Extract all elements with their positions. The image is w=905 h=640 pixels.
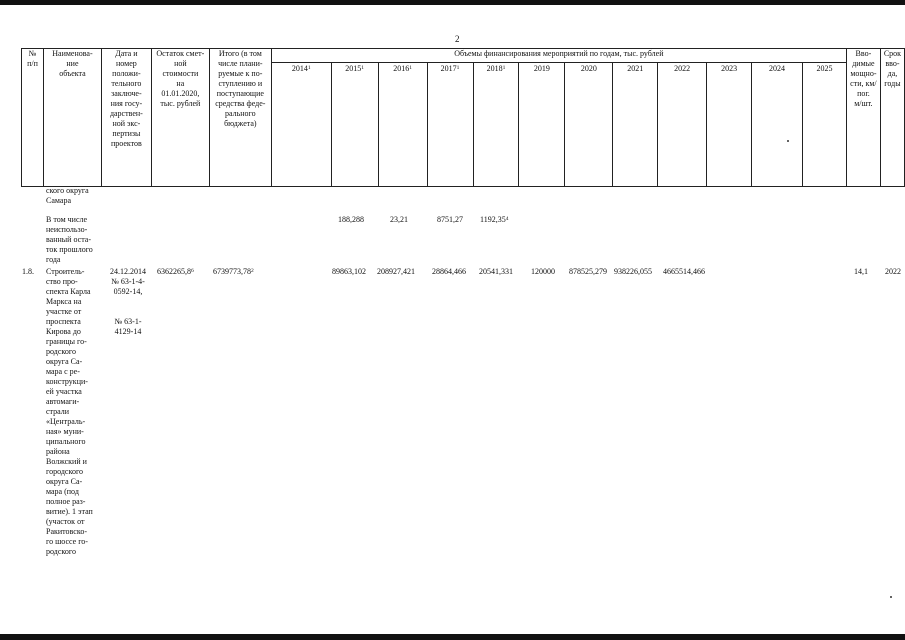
header-year-2022: 2022 xyxy=(658,63,707,187)
unused-2016-value: 23,21 xyxy=(390,215,408,224)
text-line: Кирова до xyxy=(46,327,81,336)
text-line: Самара xyxy=(46,196,71,205)
header-year-2017: 2017$^1$ xyxy=(427,63,473,187)
text-line: района xyxy=(46,447,70,456)
text-line: на xyxy=(176,79,185,88)
text-line: городского xyxy=(46,467,84,476)
item-expertise-date xyxy=(106,267,150,297)
text-line: сти, км/ xyxy=(850,79,877,88)
item-object-name xyxy=(46,267,93,557)
header-year-2014: 2014$^1$ xyxy=(271,63,331,187)
text-line: средства феде- xyxy=(215,99,266,108)
item-total: 6739773,78$^2$ xyxy=(213,267,254,276)
text-line: 01.01.2020, xyxy=(161,89,200,98)
header-funding-title: Объемы финансирования мероприятий по годам, тыс. рублей xyxy=(271,49,846,63)
text-line: Волжский и xyxy=(46,457,87,466)
header-year-2021: 2021 xyxy=(613,63,658,187)
item-2019-value: 120000 xyxy=(531,267,555,276)
text-line: № xyxy=(28,49,37,58)
header-term xyxy=(880,49,904,187)
header-total xyxy=(209,49,271,187)
text-line: Вво- xyxy=(855,49,872,58)
text-line: 4129-14 xyxy=(114,327,142,336)
item-2018-value: 20541,331 xyxy=(479,267,513,276)
text-line: номер xyxy=(116,59,137,68)
text-line: Остаток смет- xyxy=(156,49,205,58)
text-line: Итого (в том xyxy=(218,49,262,58)
text-line: мара с ре- xyxy=(46,367,80,376)
item-2021-value: 938226,055 xyxy=(614,267,652,276)
text-line: пог. xyxy=(857,89,870,98)
text-line: проектов xyxy=(110,139,142,148)
text-line: рального xyxy=(225,109,256,118)
text-line: № 63-1-4- xyxy=(111,277,145,286)
text-line: Ракитовско- xyxy=(46,527,87,536)
header-capacity xyxy=(846,49,880,187)
text-line: ной xyxy=(174,59,187,68)
text-line: тельного xyxy=(111,79,142,88)
text-line: ципального xyxy=(46,437,86,446)
text-line: вво- xyxy=(885,59,900,68)
item-2016-value: 208927,421 xyxy=(377,267,415,276)
unused-2017-value: 8751,27 xyxy=(437,215,463,224)
header-year-2016: 2016$^1$ xyxy=(378,63,427,187)
text-line: автомаги- xyxy=(46,397,80,406)
text-line: ей участка xyxy=(46,387,82,396)
header-year-2018: 2018$^1$ xyxy=(473,63,519,187)
text-line: округа Са- xyxy=(46,477,83,486)
header-year-2020: 2020 xyxy=(565,63,613,187)
text-line: годы xyxy=(884,79,901,88)
unused-remainder-label xyxy=(46,215,93,265)
text-line: ние xyxy=(66,59,79,68)
text-line: спекта Карла xyxy=(46,287,91,296)
header-expertise-date xyxy=(101,49,151,187)
text-line: го шоссе го- xyxy=(46,537,88,546)
text-line: участке от xyxy=(46,307,82,316)
item-2020-value: 878525,279 xyxy=(569,267,607,276)
text-line: родского xyxy=(46,547,76,556)
item-expertise-number xyxy=(106,317,150,337)
text-line: «Централь- xyxy=(46,417,86,426)
text-line: полное раз- xyxy=(46,497,86,506)
text-line: ния госу- xyxy=(110,99,143,108)
header-year-2019: 2019 xyxy=(519,63,565,187)
text-line: ванный оста- xyxy=(46,235,91,244)
text-line: ступлению и xyxy=(218,79,263,88)
unused-2018-value: 1192,35$^4$ xyxy=(480,215,509,224)
text-line: Дата и xyxy=(115,49,138,58)
text-line: бюджета) xyxy=(224,119,257,128)
header-year-2023: 2023 xyxy=(707,63,752,187)
text-line: Маркса на xyxy=(46,297,82,306)
text-line: округа Са- xyxy=(46,357,83,366)
item-term-value: 2022 xyxy=(885,267,901,276)
item-number: 1.8. xyxy=(22,267,34,276)
text-line: ток прошлого xyxy=(46,245,93,254)
text-line: неиспользо- xyxy=(46,225,88,234)
text-line: дарствен- xyxy=(109,109,143,118)
text-line: объекта xyxy=(59,69,86,78)
header-number xyxy=(22,49,44,187)
text-line: 24.12.2014 xyxy=(110,267,146,276)
header-year-2025: 2025 xyxy=(802,63,846,187)
unused-2015-value: 188,288 xyxy=(338,215,364,224)
text-line: ство про- xyxy=(46,277,78,286)
text-line: мощно- xyxy=(850,69,877,78)
item-2017-value: 28864,466 xyxy=(432,267,466,276)
bottom-border-bar xyxy=(0,634,905,640)
text-line: мара (под xyxy=(46,487,79,496)
text-line: п/п xyxy=(27,59,38,68)
text-line: В том числе xyxy=(46,215,88,224)
header-year-2024: 2024 xyxy=(752,63,803,187)
text-line: проспекта xyxy=(46,317,81,326)
item-2015-value: 89863,102 xyxy=(332,267,366,276)
text-line: поступающие xyxy=(216,89,264,98)
header-remainder xyxy=(151,49,209,187)
text-line: границы го- xyxy=(46,337,87,346)
text-line: родского xyxy=(46,347,76,356)
item-2022-value: 4665514,466 xyxy=(663,267,705,276)
text-line: стоимости xyxy=(162,69,199,78)
header-object-name xyxy=(43,49,101,187)
top-border-bar xyxy=(0,0,905,5)
text-line: № 63-1- xyxy=(114,317,142,326)
scan-speck xyxy=(787,140,789,142)
text-line: года xyxy=(46,255,61,264)
text-line: да, xyxy=(887,69,898,78)
text-line: Строитель- xyxy=(46,267,85,276)
text-line: витие). 1 этап xyxy=(46,507,93,516)
text-line: ной экс- xyxy=(112,119,141,128)
text-line: конструкци- xyxy=(46,377,88,386)
text-line: Срок xyxy=(883,49,902,58)
text-line: м/шт. xyxy=(854,99,873,108)
text-line: 0592-14, xyxy=(113,287,143,296)
page-number: 2 xyxy=(455,34,460,44)
text-line: числе плани- xyxy=(218,59,263,68)
header-year-2015: 2015$^1$ xyxy=(331,63,378,187)
text-line: страли xyxy=(46,407,70,416)
text-line: руемые к по- xyxy=(218,69,263,78)
text-line: тыс. рублей xyxy=(160,99,201,108)
text-line: ная» муни- xyxy=(46,427,84,436)
text-line: ского округа xyxy=(46,186,89,195)
text-line: димые xyxy=(852,59,875,68)
text-line: заключе- xyxy=(111,89,142,98)
text-line: положи- xyxy=(112,69,141,78)
text-line: Наименова- xyxy=(52,49,93,58)
item-remainder: 6362265,8$^6$ xyxy=(157,267,194,276)
carryover-object-name xyxy=(46,186,89,206)
table-header xyxy=(21,48,905,187)
text-line: пертизы xyxy=(112,129,141,138)
item-capacity-value: 14,1 xyxy=(854,267,868,276)
scan-speck xyxy=(890,596,892,598)
text-line: (участок от xyxy=(46,517,85,526)
